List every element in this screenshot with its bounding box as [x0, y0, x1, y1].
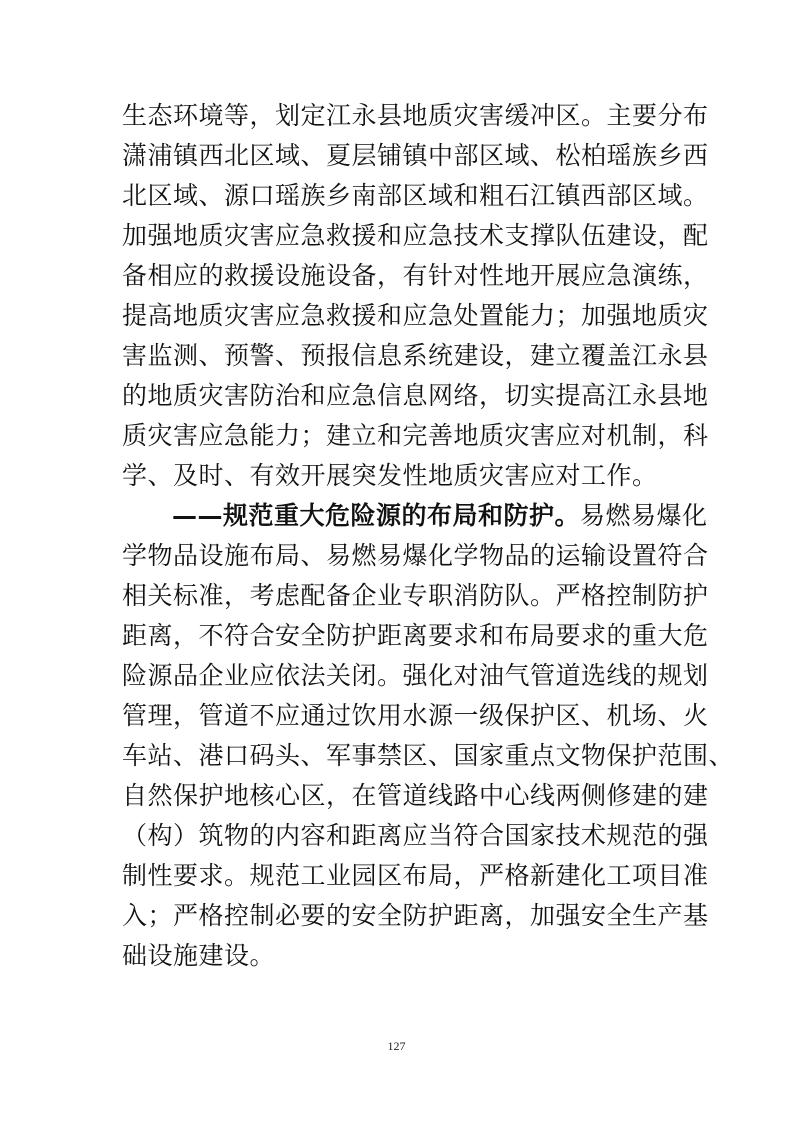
text-line: （构）筑物的内容和距离应当符合国家技术规范的强	[122, 821, 709, 850]
text-line: 的地质灾害防治和应急信息网络，切实提高江永县地	[122, 381, 709, 410]
text-line: 北区域、源口瑶族乡南部区域和粗石江镇西部区域。	[122, 181, 709, 210]
text-line: 车站、港口码头、军事禁区、国家重点文物保护范围、	[122, 741, 735, 770]
text-line: 加强地质灾害应急救援和应急技术支撑队伍建设，配	[122, 221, 709, 250]
text-line: 相关标准，考虑配备企业专职消防队。严格控制防护	[122, 581, 709, 610]
section-heading-line	[122, 496, 708, 536]
text-line: 管理，管道不应通过饮用水源一级保护区、机场、火	[122, 701, 709, 730]
body-text	[122, 96, 735, 976]
text-line: 质灾害应急能力；建立和完善地质灾害应对机制，科	[122, 421, 709, 450]
text-line: 害监测、预警、预报信息系统建设，建立覆盖江永县	[122, 341, 709, 370]
text-line: 备相应的救援设施设备，有针对性地开展应急演练，	[122, 261, 709, 290]
text-line: 自然保护地核心区，在管道线路中心线两侧修建的建	[122, 781, 709, 810]
text-line: 制性要求。规范工业园区布局，严格新建化工项目准	[122, 861, 709, 890]
page-number: 127	[387, 1039, 406, 1053]
text-line: 距离，不符合安全防护距离要求和布局要求的重大危	[122, 621, 709, 650]
section-heading: ——规范重大危险源的布局和防护。	[172, 501, 581, 530]
text-line: 入；严格控制必要的安全防护距离，加强安全生产基	[122, 901, 709, 930]
text-line: 潇浦镇西北区域、夏层铺镇中部区域、松柏瑶族乡西	[122, 141, 709, 170]
text-line: 学、及时、有效开展突发性地质灾害应对工作。	[122, 461, 658, 490]
text-line: 提高地质灾害应急救援和应急处置能力；加强地质灾	[122, 301, 709, 330]
text-line: 生态环境等，划定江永县地质灾害缓冲区。主要分布	[122, 101, 709, 130]
text-line: 学物品设施布局、易燃易爆化学物品的运输设置符合	[122, 541, 709, 570]
heading-line-text: 易燃易爆化	[580, 501, 708, 530]
text-line: 险源品企业应依法关闭。强化对油气管道选线的规划	[122, 661, 709, 690]
text-line: 础设施建设。	[122, 941, 276, 970]
